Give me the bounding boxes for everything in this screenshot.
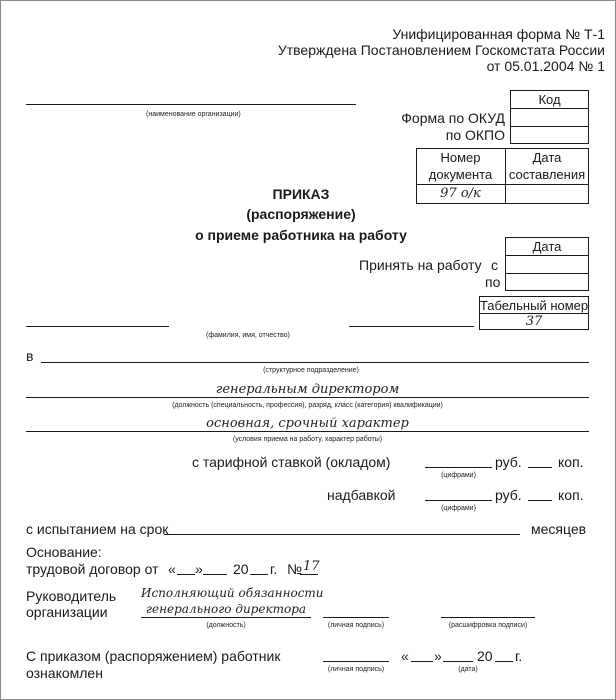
hire-date-divider	[505, 255, 589, 256]
probation-label: с испытанием на срок	[26, 521, 169, 537]
fio-line-left[interactable]	[26, 326, 169, 327]
dept-line[interactable]	[41, 362, 589, 363]
contract-year-field[interactable]	[250, 574, 268, 575]
head-decode-caption: (расшифровка подписи)	[448, 622, 528, 629]
contract-label: трудовой договор от	[26, 561, 159, 577]
dept-caption: (структурное подразделение)	[263, 367, 359, 374]
bonus-rub-label: руб.	[495, 487, 522, 503]
ack-quote-close: »	[434, 648, 442, 664]
bonus-kop-field[interactable]	[528, 500, 552, 501]
org-name-caption: (наименование организации)	[146, 111, 241, 118]
order-subject: о приеме работника на работу	[195, 227, 407, 243]
bonus-rub-field[interactable]	[425, 500, 492, 501]
tab-number-value[interactable]: 37	[525, 314, 543, 329]
rate-kop-label: коп.	[558, 454, 584, 470]
ack-label-1: С приказом (распоряжением) работник	[26, 648, 281, 664]
head-position-caption: (должность)	[206, 622, 246, 629]
ack-month-field[interactable]	[443, 661, 473, 662]
okpo-label: по ОКПО	[445, 127, 505, 143]
order-title: ПРИКАЗ	[272, 186, 330, 202]
okud-label: Форма по ОКУД	[401, 110, 505, 126]
ack-year-prefix: 20	[477, 648, 493, 664]
hire-date-head: Дата	[532, 239, 562, 254]
codes-head: Код	[538, 92, 561, 107]
contract-no-value[interactable]: 17	[303, 559, 320, 574]
doc-number-head-1: Номер	[440, 150, 481, 165]
hire-from-label: с	[491, 257, 498, 273]
head-position-line2[interactable]: генерального директора	[145, 602, 307, 616]
hire-to-label: по	[485, 274, 501, 290]
doc-date-head-1: Дата	[532, 150, 562, 165]
dept-prefix: в	[26, 348, 34, 364]
contract-no-sign: №	[287, 561, 303, 577]
head-position-line	[141, 617, 311, 618]
approval-line: Утверждена Постановлением Госкомстата России	[277, 42, 605, 58]
ack-date-caption: (дата)	[458, 666, 478, 673]
bonus-kop-label: коп.	[558, 487, 584, 503]
codes-row-divider	[510, 108, 589, 109]
contract-year-prefix: 20	[233, 561, 249, 577]
head-position-line1[interactable]: Исполняющий обязанности	[141, 586, 324, 600]
contract-day-field[interactable]	[177, 574, 195, 575]
head-decode-field[interactable]	[441, 617, 535, 618]
order-title-sub: (распоряжение)	[246, 206, 356, 222]
conditions-line	[26, 431, 589, 432]
doc-table-row-divider	[416, 184, 589, 185]
ack-year-field[interactable]	[495, 661, 513, 662]
head-signature-caption: (личная подпись)	[327, 622, 385, 629]
hire-label: Принять на работу	[359, 257, 482, 273]
codes-row-divider-2	[510, 126, 589, 127]
head-label-1: Руководитель	[26, 588, 117, 604]
head-signature-field[interactable]	[323, 617, 389, 618]
org-name-line[interactable]	[26, 104, 356, 105]
contract-quote-open: «	[168, 561, 176, 577]
basis-label: Основание:	[26, 544, 102, 560]
rate-rub-field[interactable]	[425, 467, 492, 468]
hire-date-divider-2	[505, 273, 589, 274]
position-value[interactable]: генеральным директором	[215, 382, 400, 397]
doc-number-value[interactable]: 97 о/к	[440, 186, 481, 201]
fio-line-right[interactable]	[349, 326, 474, 327]
contract-year-suffix: г.	[270, 561, 278, 577]
contract-no-line	[300, 574, 318, 575]
rate-label: с тарифной ставкой (окладом)	[192, 454, 391, 470]
doc-date-head-2: составления	[508, 167, 586, 182]
bonus-digits-caption: (цифрами)	[441, 505, 476, 512]
conditions-caption: (условия приема на работу, характер работы)	[232, 436, 383, 443]
probation-months: месяцев	[531, 521, 587, 537]
ack-signature-caption: (личная подпись)	[327, 666, 385, 673]
tab-number-head: Табельный номер	[479, 298, 589, 313]
approval-date: от 05.01.2004 № 1	[486, 58, 605, 74]
ack-quote-open: «	[401, 648, 409, 664]
contract-month-field[interactable]	[203, 574, 227, 575]
ack-label-2: ознакомлен	[26, 665, 103, 681]
doc-number-head-2: документа	[428, 167, 493, 182]
position-caption: (должность (специальность, профессия), разряд, класс (категория) квалификации)	[172, 402, 443, 409]
bonus-label: надбавкой	[327, 487, 396, 503]
form-number: Унифицированная форма № Т-1	[392, 26, 605, 42]
ack-signature-field[interactable]	[323, 661, 389, 662]
ack-year-suffix: г.	[515, 648, 523, 664]
probation-field[interactable]	[164, 534, 520, 535]
rate-rub-label: руб.	[495, 454, 522, 470]
position-line	[26, 397, 589, 398]
head-label-2: организации	[26, 604, 108, 620]
fio-caption: (фамилия, имя, отчество)	[206, 332, 290, 339]
contract-quote-close: »	[195, 561, 203, 577]
ack-day-field[interactable]	[411, 661, 433, 662]
conditions-value[interactable]: основная, срочный характер	[206, 416, 409, 431]
rate-digits-caption: (цифрами)	[441, 472, 476, 479]
rate-kop-field[interactable]	[528, 467, 552, 468]
